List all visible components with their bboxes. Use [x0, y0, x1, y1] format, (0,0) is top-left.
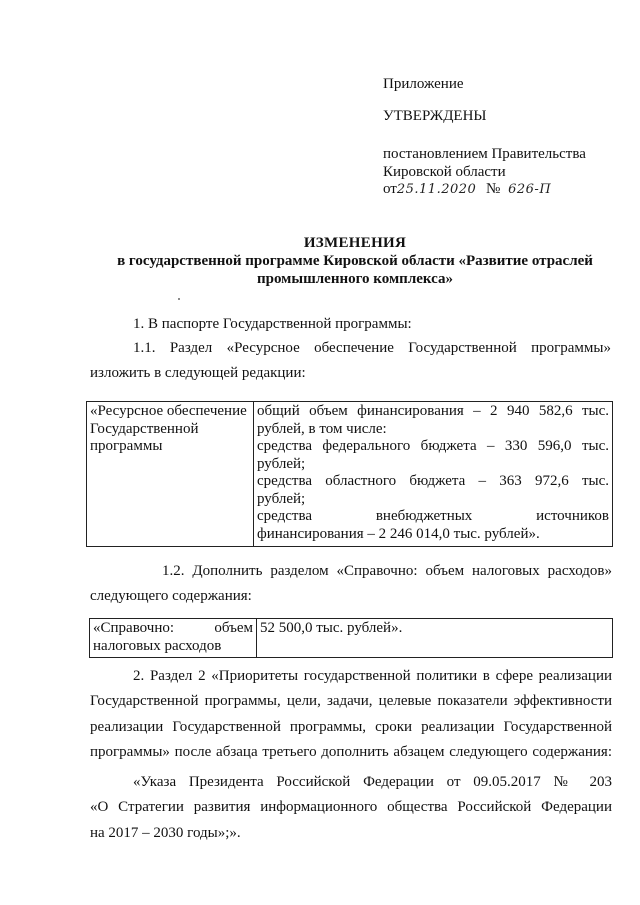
item-1-2-line-1: 1.2. Дополнить разделом «Справочно: объем налоговых расходов»: [162, 563, 612, 579]
right-cell-line: рублей;: [257, 490, 306, 507]
item-1-1-line-1: 1.1. Раздел «Ресурсное обеспечение Государственной программы»: [133, 340, 611, 356]
quote-line-3: на 2017 – 2030 годы»;».: [90, 825, 241, 841]
item-1-text: 1. В паспорте Государственной программы:: [133, 316, 412, 332]
item-1-1-line-2: изложить в следующей редакции:: [90, 365, 306, 381]
tax-expenses-table: [89, 618, 613, 658]
item-2-line-2: Государственной программы, цели, задачи, целевые показатели эффективности: [90, 693, 612, 709]
document-subtitle-line-1: в государственной программе Кировской области «Развитие отраслей: [117, 253, 593, 269]
document-subtitle-line-2: промышленного комплекса»: [256, 271, 454, 287]
resource-table-left-cell: [87, 402, 254, 547]
right-cell-line: рублей, в том числе:: [257, 420, 387, 437]
tax-table-left-cell: [90, 619, 257, 658]
date-prefix: от: [383, 181, 397, 197]
resource-table: [86, 401, 613, 547]
item-2-line-4: программы» после абзаца третьего дополнить абзацем следующего содержания:: [90, 744, 612, 760]
approved-label: УТВЕРЖДЕНЫ: [383, 108, 487, 124]
handwritten-date: 25.11.2020: [396, 182, 477, 197]
tax-table-value: 52 500,0 тыс. рублей».: [260, 620, 403, 636]
left-cell-line: «Справочно: объем: [93, 620, 253, 636]
left-cell-line: «Ресурсное обеспечение: [90, 403, 247, 419]
decree-date-line: [383, 181, 551, 198]
right-cell-line: средства областного бюджета – 363 972,6 тыс.: [257, 473, 609, 489]
right-cell-line: средства федерального бюджета – 330 596,0 тыс.: [257, 438, 609, 454]
appendix-label: Приложение: [383, 76, 464, 92]
resource-table-right-cell: [254, 402, 613, 547]
left-cell-line: налоговых расходов: [93, 637, 222, 654]
scan-speck: [178, 298, 180, 300]
right-cell-line: общий объем финансирования – 2 940 582,6 тыс.: [257, 403, 609, 419]
item-1-2-line-2: следующего содержания:: [90, 588, 252, 604]
left-cell-line: программы: [90, 438, 163, 454]
right-cell-line: финансирования – 2 246 014,0 тыс. рублей».: [257, 525, 540, 542]
decree-line-2: Кировской области: [383, 164, 506, 180]
right-cell-line: средства внебюджетных источников: [257, 508, 609, 524]
right-cell-line: рублей;: [257, 455, 306, 472]
left-cell-line: Государственной: [90, 420, 199, 437]
tax-table-right-cell: [257, 619, 613, 658]
item-2-line-1: 2. Раздел 2 «Приоритеты государственной политики в сфере реализации: [133, 668, 612, 684]
document-title: ИЗМЕНЕНИЯ: [303, 235, 407, 251]
quote-line-2: «О Стратегии развития информационного общества Российской Федерации: [90, 799, 612, 815]
item-2-line-3: реализации Государственной программы, сроки реализации Государственной: [90, 719, 612, 735]
decree-line-1: постановлением Правительства: [383, 146, 586, 162]
handwritten-number: 626-П: [508, 182, 552, 197]
number-prefix: №: [486, 181, 501, 197]
quote-line-1: «Указа Президента Российской Федерации от 09.05.2017 № 203: [133, 774, 612, 790]
